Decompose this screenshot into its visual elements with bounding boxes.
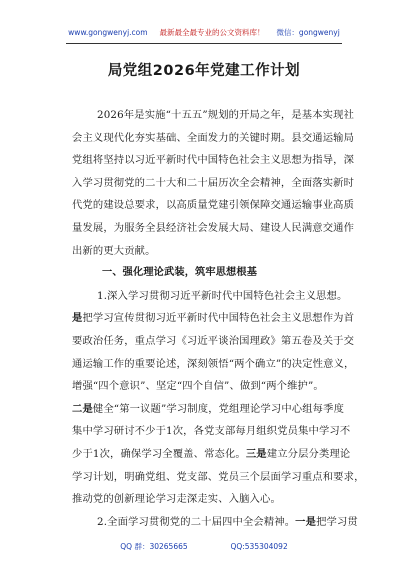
text-segment: 少于1次，确保学习全覆盖、常态化。 (72, 447, 246, 460)
body-line (72, 466, 365, 489)
text-segment: 入学习贯彻党的二十大和二十届历次全会精神，全面落实新时 (72, 176, 355, 189)
section-heading (72, 262, 342, 285)
body-line (72, 127, 355, 150)
body-line (72, 240, 342, 263)
body-line (72, 420, 351, 443)
emphasis-text: 一是 (295, 515, 317, 528)
site-footer (0, 541, 408, 552)
body-line (72, 172, 355, 195)
header-divider (66, 43, 342, 44)
emphasis-text: 是 (72, 312, 83, 325)
text-segment: 健全“第一议题”学习制度，党组理论学习中心组每季度 (92, 402, 345, 415)
text-segment: 增强“四个意识”、坚定“四个自信”、做到“两个维护”。 (72, 380, 324, 393)
wechat-text: 微信：gongwenyj (276, 28, 340, 37)
document-title: 局党组2026年党建工作计划 (107, 63, 301, 79)
body-line (72, 217, 355, 240)
body-line (72, 398, 345, 421)
body-line (72, 307, 355, 330)
text-segment: 2026年是实施“十五五”规划的开局之年，是基本实现社 (97, 109, 355, 121)
body-line (72, 194, 355, 217)
text-segment: 集中学习研讨不少于1次，各党支部每月组织党员集中学习不 (72, 425, 351, 438)
emphasis-text: 二是 (72, 402, 93, 415)
body-line (72, 149, 355, 172)
text-segment: 把学习宣传贯彻习近平新时代中国特色社会主义思想作为首 (82, 312, 355, 325)
body-line (72, 285, 348, 308)
website-text: www.gongwenyj.com (68, 28, 148, 37)
body-line (72, 488, 342, 511)
qq-group-text: QQ 群：30265665 (120, 542, 188, 551)
qq-text: QQ:535304092 (230, 542, 288, 551)
text-segment: 推动党的创新理论学习走深走实、入脑入心。 (72, 493, 281, 506)
text-segment: 代党的建设总要求，以高质量党建引领保障交通运输事业高质 (72, 199, 355, 212)
text-segment: 把学习贯 (316, 515, 358, 528)
text-segment: 党组将坚持以习近平新时代中国特色社会主义思想为指导，深 (72, 154, 355, 167)
body-line (72, 353, 355, 376)
text-segment: 一、强化理论武装，筑牢思想根基 (102, 267, 258, 279)
text-segment: 通运输工作的重要论述，深刻领悟“两个确立”的决定性意义， (72, 357, 355, 370)
emphasis-text: 三是 (245, 447, 267, 460)
body-line (72, 375, 342, 398)
text-segment: 量发展，为服务全县经济社会发展大局、建设人民满意交通作 (72, 221, 355, 234)
text-segment: 2.全面学习贯彻党的二十届四中全会精神。 (97, 515, 296, 528)
document-body (72, 104, 365, 533)
site-header (0, 28, 408, 38)
tagline-text: 最新最全最专业的公文资料库！ (159, 28, 265, 37)
body-line (72, 443, 351, 466)
body-line (72, 104, 355, 127)
body-line (72, 330, 355, 353)
text-segment: 学习计划，明确党组、党支部、党员三个层面学习重点和要求， (72, 470, 365, 483)
text-segment: 1.深入学习贯彻习近平新时代中国特色社会主义思想。 (97, 289, 348, 302)
text-segment: 建立分层分类理论 (266, 447, 351, 460)
body-line (72, 511, 358, 534)
text-segment: 会主义现代化夯实基础、全面发力的关键时期。县交通运输局 (72, 131, 355, 144)
text-segment: 要政治任务，重点学习《习近平谈治国理政》第五卷及关于交 (72, 334, 355, 347)
text-segment: 出新的更大贡献。 (72, 244, 156, 257)
